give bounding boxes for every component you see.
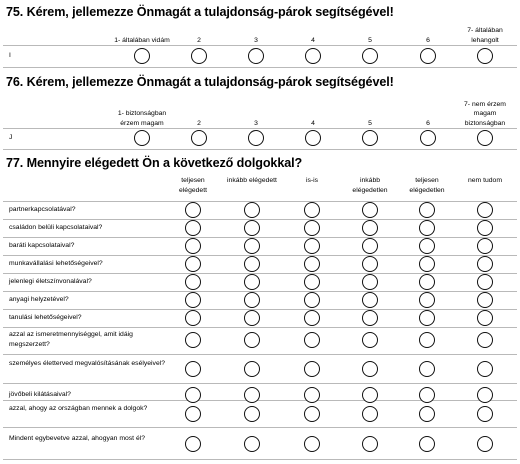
q75-scale-label-4: 4 xyxy=(311,36,315,44)
q75-radio-1[interactable] xyxy=(134,48,150,64)
q75-radio-5[interactable] xyxy=(362,48,378,64)
q77-column-header-3: is-is xyxy=(305,177,319,184)
q77-column-header-2: inkább elégedett xyxy=(227,177,277,184)
q77-row-1-radio-1[interactable] xyxy=(185,202,201,218)
q77-row-6-radio-4[interactable] xyxy=(362,292,378,308)
q77-row-label: baráti kapcsolataival? xyxy=(9,241,75,249)
divider xyxy=(3,354,517,355)
q76-radio-7[interactable] xyxy=(477,130,493,146)
q77-row-11-radio-1[interactable] xyxy=(185,406,201,422)
q77-row-3-radio-3[interactable] xyxy=(304,238,320,254)
q77-row-4-radio-4[interactable] xyxy=(362,256,378,272)
q77-row-3-radio-4[interactable] xyxy=(362,238,378,254)
q77-row-9-radio-4[interactable] xyxy=(362,361,378,377)
q77-row-1-radio-6[interactable] xyxy=(477,202,493,218)
q77-row-7-radio-3[interactable] xyxy=(304,310,320,326)
q77-row-4-radio-6[interactable] xyxy=(477,256,493,272)
q77-row-9-radio-2[interactable] xyxy=(244,361,260,377)
q77-row-9-radio-6[interactable] xyxy=(477,361,493,377)
q77-row-3-radio-6[interactable] xyxy=(477,238,493,254)
q77-row-8-radio-3[interactable] xyxy=(304,332,320,348)
q77-column-header-4: inkább elégedetlen xyxy=(352,177,388,194)
q77-row-7-radio-1[interactable] xyxy=(185,310,201,326)
q75-scale-label-2: 2 xyxy=(197,36,201,44)
q77-row-9-radio-5[interactable] xyxy=(419,361,435,377)
q77-row-12-radio-2[interactable] xyxy=(244,436,260,452)
q77-row-label: családon belüli kapcsolataival? xyxy=(9,223,103,231)
q77-row-11-radio-6[interactable] xyxy=(477,406,493,422)
q76-radio-3[interactable] xyxy=(248,130,264,146)
divider xyxy=(3,309,517,310)
q77-row-10-radio-1[interactable] xyxy=(185,387,201,403)
q77-row-1-radio-4[interactable] xyxy=(362,202,378,218)
q77-column-header-1: teljesen elégedett xyxy=(179,177,207,194)
q77-row-10-radio-3[interactable] xyxy=(304,387,320,403)
q77-row-12-radio-3[interactable] xyxy=(304,436,320,452)
q76-radio-5[interactable] xyxy=(362,130,378,146)
q75-radio-6[interactable] xyxy=(420,48,436,64)
divider xyxy=(3,291,517,292)
q77-row-5-radio-6[interactable] xyxy=(477,274,493,290)
q77-row-4-radio-5[interactable] xyxy=(419,256,435,272)
q77-row-6-radio-1[interactable] xyxy=(185,292,201,308)
q77-row-5-radio-1[interactable] xyxy=(185,274,201,290)
q77-row-11-radio-3[interactable] xyxy=(304,406,320,422)
q76-scale-label-6: 6 xyxy=(426,119,430,127)
q76-scale-label-7: 7- nem érzem magam biztonságban xyxy=(464,100,506,127)
q77-row-1-radio-3[interactable] xyxy=(304,202,320,218)
q77-column-header-6: nem tudom xyxy=(467,177,502,184)
q77-row-8-radio-2[interactable] xyxy=(244,332,260,348)
q76-scale-label-1: 1- biztonságban érzem magam xyxy=(117,110,167,127)
q77-row-12-radio-6[interactable] xyxy=(477,436,493,452)
q77-row-7-radio-6[interactable] xyxy=(477,310,493,326)
q77-row-11-radio-5[interactable] xyxy=(419,406,435,422)
q77-row-2-radio-5[interactable] xyxy=(419,220,435,236)
q77-row-4-radio-3[interactable] xyxy=(304,256,320,272)
divider xyxy=(3,427,517,428)
q77-row-3-radio-2[interactable] xyxy=(244,238,260,254)
q76-radio-4[interactable] xyxy=(305,130,321,146)
q77-row-10-radio-6[interactable] xyxy=(477,387,493,403)
divider xyxy=(3,237,517,238)
q77-row-8-radio-6[interactable] xyxy=(477,332,493,348)
question-76-title: 76. Kérem, jellemezze Önmagát a tulajdonság-párok segítségével! xyxy=(6,75,394,89)
divider xyxy=(3,67,517,68)
divider xyxy=(3,273,517,274)
q77-row-6-radio-3[interactable] xyxy=(304,292,320,308)
q77-row-label: azzal, ahogy az országban mennek a dolgok? xyxy=(9,404,148,412)
q77-row-10-radio-5[interactable] xyxy=(419,387,435,403)
q77-row-label: munkavállalási lehetőségeivel? xyxy=(9,259,103,267)
divider xyxy=(3,128,517,129)
q76-scale-label-5: 5 xyxy=(368,119,372,127)
q76-radio-2[interactable] xyxy=(191,130,207,146)
q77-row-label: jelenlegi életszínvonalával? xyxy=(9,277,92,285)
q77-row-5-radio-4[interactable] xyxy=(362,274,378,290)
q77-row-1-radio-5[interactable] xyxy=(419,202,435,218)
divider xyxy=(3,255,517,256)
divider xyxy=(3,149,517,150)
q77-row-2-radio-4[interactable] xyxy=(362,220,378,236)
q77-row-label: azzal az ismeretmennyiséggel, amit idáig megszerzett? xyxy=(9,330,133,348)
divider xyxy=(3,201,517,202)
q77-row-7-radio-4[interactable] xyxy=(362,310,378,326)
q75-scale-label-3: 3 xyxy=(254,36,258,44)
q76-scale-label-3: 3 xyxy=(254,119,258,127)
divider xyxy=(3,327,517,328)
q75-radio-3[interactable] xyxy=(248,48,264,64)
q77-row-7-radio-5[interactable] xyxy=(419,310,435,326)
divider xyxy=(3,459,517,460)
q76-radio-1[interactable] xyxy=(134,130,150,146)
question-75-row-label: I xyxy=(9,52,11,59)
q77-row-5-radio-5[interactable] xyxy=(419,274,435,290)
q77-row-9-radio-1[interactable] xyxy=(185,361,201,377)
q76-scale-label-4: 4 xyxy=(311,119,315,127)
q77-row-10-radio-4[interactable] xyxy=(362,387,378,403)
q77-row-label: partnerkapcsolatával? xyxy=(9,205,76,213)
divider xyxy=(3,383,517,384)
q77-row-11-radio-4[interactable] xyxy=(362,406,378,422)
q77-row-3-radio-5[interactable] xyxy=(419,238,435,254)
q77-row-2-radio-6[interactable] xyxy=(477,220,493,236)
question-76-row-label: J xyxy=(9,134,13,141)
q75-scale-label-5: 5 xyxy=(368,36,372,44)
divider xyxy=(3,219,517,220)
q77-row-12-radio-4[interactable] xyxy=(362,436,378,452)
q77-row-label: jövőbeli kilátásaival? xyxy=(9,390,71,398)
q75-radio-2[interactable] xyxy=(191,48,207,64)
q77-row-7-radio-2[interactable] xyxy=(244,310,260,326)
q77-row-12-radio-5[interactable] xyxy=(419,436,435,452)
q77-column-header-5: teljesen elégedetlen xyxy=(409,177,445,194)
q77-row-2-radio-3[interactable] xyxy=(304,220,320,236)
q75-scale-label-6: 6 xyxy=(426,36,430,44)
q75-radio-7[interactable] xyxy=(477,48,493,64)
q77-row-label: személyes életterved megvalósításának esélyeivel? xyxy=(9,359,166,367)
q77-row-8-radio-4[interactable] xyxy=(362,332,378,348)
q77-row-10-radio-2[interactable] xyxy=(244,387,260,403)
q76-scale-label-2: 2 xyxy=(197,119,201,127)
q76-radio-6[interactable] xyxy=(420,130,436,146)
q77-row-label: Mindent egybevetve azzal, ahogyan most él? xyxy=(9,434,146,442)
q77-row-12-radio-1[interactable] xyxy=(185,436,201,452)
q75-scale-label-1: 1- általában vidám xyxy=(114,36,170,44)
q77-row-label: anyagi helyzetével? xyxy=(9,295,69,303)
question-77-title: 77. Mennyire elégedett Ön a következő dolgokkal? xyxy=(6,156,303,170)
q77-row-11-radio-2[interactable] xyxy=(244,406,260,422)
q77-row-6-radio-6[interactable] xyxy=(477,292,493,308)
q77-row-6-radio-5[interactable] xyxy=(419,292,435,308)
q75-scale-label-7: 7- általában lehangolt xyxy=(467,27,503,44)
q77-row-2-radio-1[interactable] xyxy=(185,220,201,236)
q77-row-5-radio-3[interactable] xyxy=(304,274,320,290)
question-75-title: 75. Kérem, jellemezze Önmagát a tulajdonság-párok segítségével! xyxy=(6,5,394,19)
q77-row-3-radio-1[interactable] xyxy=(185,238,201,254)
q77-row-8-radio-5[interactable] xyxy=(419,332,435,348)
q77-row-8-radio-1[interactable] xyxy=(185,332,201,348)
q77-row-4-radio-2[interactable] xyxy=(244,256,260,272)
q77-row-1-radio-2[interactable] xyxy=(244,202,260,218)
q77-row-9-radio-3[interactable] xyxy=(304,361,320,377)
q77-row-2-radio-2[interactable] xyxy=(244,220,260,236)
divider xyxy=(3,45,517,46)
q77-row-label: tanulási lehetőségeivel? xyxy=(9,313,82,321)
q75-radio-4[interactable] xyxy=(305,48,321,64)
q77-row-6-radio-2[interactable] xyxy=(244,292,260,308)
q77-row-4-radio-1[interactable] xyxy=(185,256,201,272)
q77-row-5-radio-2[interactable] xyxy=(244,274,260,290)
